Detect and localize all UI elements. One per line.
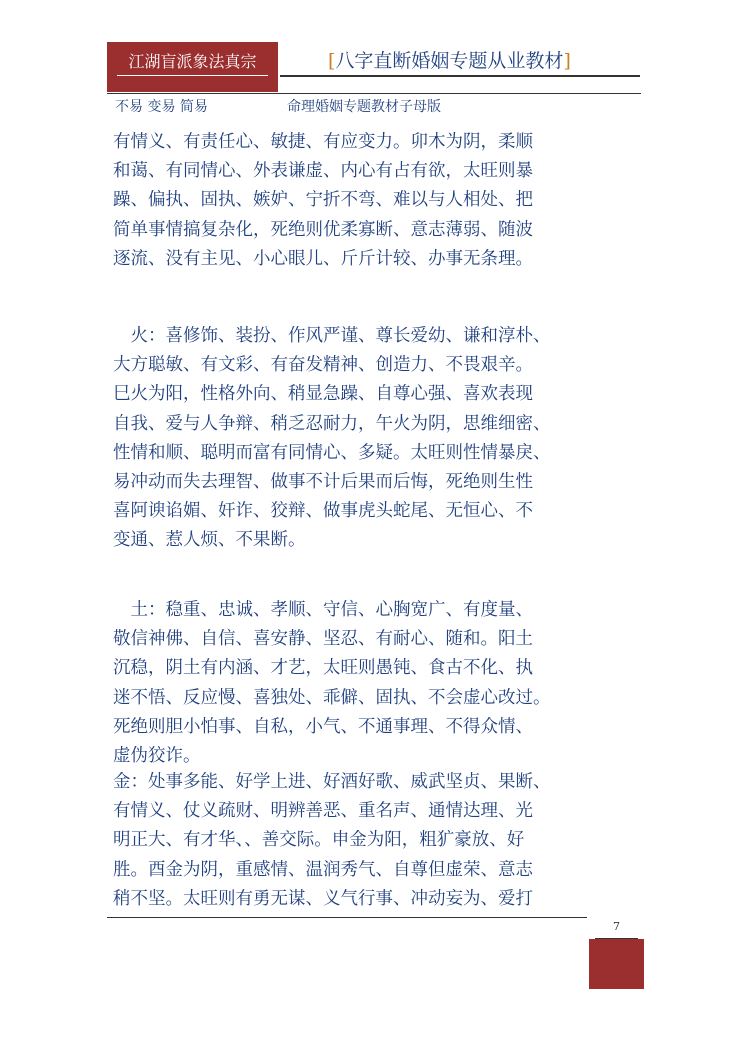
wood-paragraph xyxy=(113,128,643,274)
page-number: 7 xyxy=(613,920,620,933)
document-title xyxy=(328,49,571,73)
text-line: 死绝则胆小怕事、自私，小气、不通事理、不得众情、 xyxy=(113,716,533,737)
brand-badge xyxy=(107,42,278,92)
text-line: 火：喜修饰、装扮、作风严谨、尊长爱幼、谦和淳朴、 xyxy=(113,326,551,346)
footer-rule xyxy=(107,917,587,918)
metal-paragraph xyxy=(113,768,643,914)
text-line: 易冲动而失去理智、做事不计后果而后悔，死绝则生性 xyxy=(113,472,533,493)
text-line: 土：稳重、忠诚、孝顺、守信、心胸宽广、有度量、 xyxy=(113,600,533,620)
text-line: 有情义、仗义疏财、明辨善恶、重名声、通情达理、光 xyxy=(113,801,533,822)
text-line: 大方聪敏、有文彩、有奋发精神、创造力、不畏艰辛。 xyxy=(113,355,533,376)
fire-paragraph xyxy=(113,322,643,556)
text-line: 变通、惹人烦、不果断。 xyxy=(113,530,306,551)
page-number-box xyxy=(589,917,644,939)
header-rule xyxy=(280,75,640,77)
text-line: 迷不悟、反应慢、喜独处、乖僻、固执、不会虚心改过。 xyxy=(113,687,551,708)
text-line: 敬信神佛、自信、喜安静、坚忍、有耐心、随和。阳土 xyxy=(113,629,533,650)
text-line: 和蔼、有同情心、外表谦虚、内心有占有欲，太旺则暴 xyxy=(113,161,533,182)
title-text: 八字直断婚姻专题从业教材 xyxy=(335,50,564,72)
page-number-rule xyxy=(595,938,638,939)
footer-badge xyxy=(589,917,644,989)
text-line: 自我、爱与人争辩、稍乏忍耐力，午火为阴，思维细密、 xyxy=(113,413,551,434)
text-line: 喜阿谀谄媚、奸诈、狡辩、做事虎头蛇尾、无恒心、不 xyxy=(113,501,533,522)
brand-underline xyxy=(117,75,268,76)
text-line: 逐流、没有主见、小心眼儿、斤斤计较、办事无条理。 xyxy=(113,248,533,269)
text-line: 明正大、有才华、、善交际。申金为阳，粗犷豪放、好 xyxy=(113,830,525,851)
header-motto: 不易 变易 简易 xyxy=(115,99,208,115)
text-line: 躁、偏执、固执、嫉妒、宁折不弯、难以与人相处、把 xyxy=(113,190,533,211)
header-rule-lower xyxy=(107,93,641,94)
text-line: 虚伪狡诈。 xyxy=(113,746,201,767)
brand-text: 江湖盲派象法真宗 xyxy=(128,52,257,71)
text-line: 巳火为阳，性格外向、稍显急躁、自尊心强、喜欢表现 xyxy=(113,384,533,405)
text-line: 简单事情搞复杂化，死绝则优柔寡断、意志薄弱、随波 xyxy=(113,219,533,240)
text-line: 胜。酉金为阴，重感情、温润秀气、自尊但虚荣、意志 xyxy=(113,859,533,880)
header-subtitle: 命理婚姻专题教材子母版 xyxy=(287,99,441,115)
earth-paragraph xyxy=(113,596,643,771)
title-bracket-open: [ xyxy=(328,50,336,72)
text-line: 金：处事多能、好学上进、好酒好歌、威武坚贞、果断、 xyxy=(113,772,551,792)
text-line: 性情和顺、聪明而富有同情心、多疑。太旺则性情暴戾、 xyxy=(113,442,551,463)
text-line: 沉稳，阴土有内涵、才艺，太旺则愚钝、食古不化、执 xyxy=(113,658,533,679)
title-bracket-close: ] xyxy=(563,50,571,72)
text-line: 稍不坚。太旺则有勇无谋、义气行事、冲动妄为、爱打 xyxy=(113,888,533,909)
text-line: 有情义、有责任心、敏捷、有应变力。卯木为阴，柔顺 xyxy=(113,132,533,152)
